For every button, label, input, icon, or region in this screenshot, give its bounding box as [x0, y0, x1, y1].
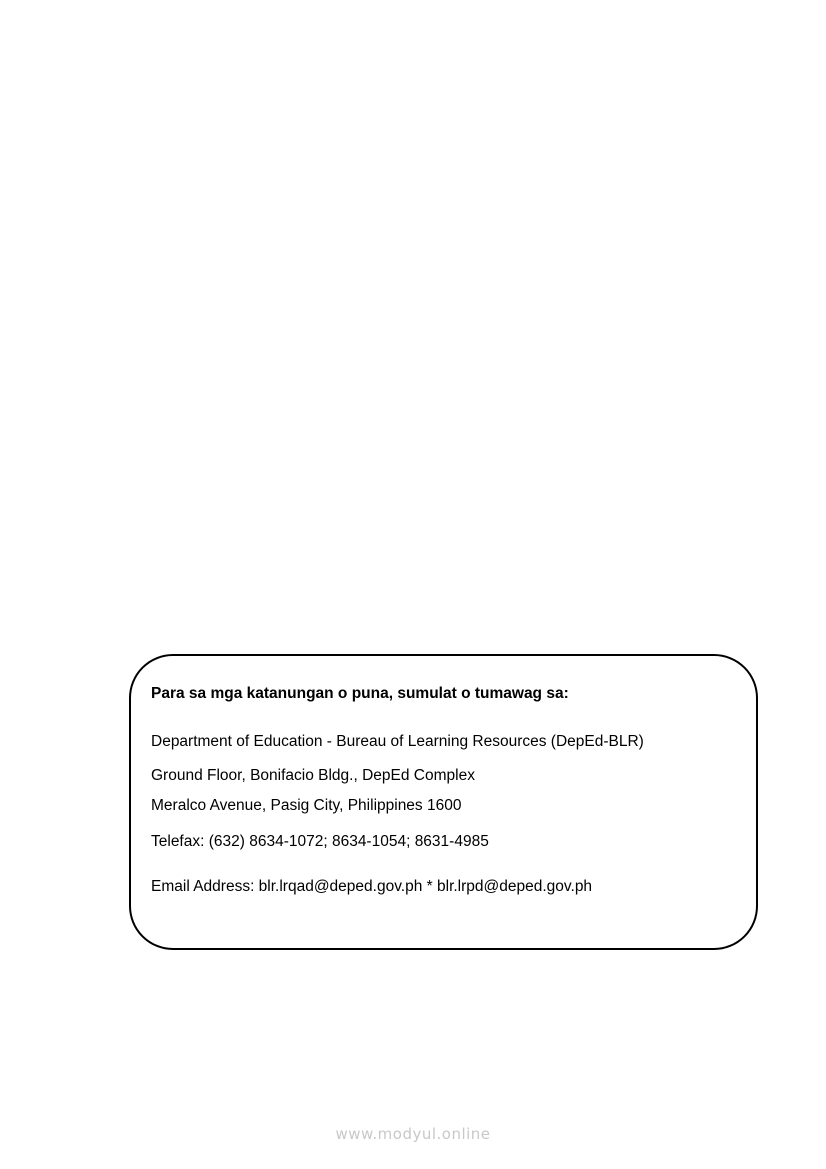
telefax-line: Telefax: (632) 8634-1072; 8634-1054; 8631-4985 [151, 833, 489, 850]
address-line-2: Meralco Avenue, Pasig City, Philippines 1600 [151, 797, 462, 814]
email-line: Email Address: blr.lrqad@deped.gov.ph * blr.lrpd@deped.gov.ph [151, 878, 593, 895]
watermark-text: www.modyul.online [335, 1125, 491, 1143]
organization-name: Department of Education - Bureau of Learning Resources (DepEd-BLR) [151, 733, 644, 750]
contact-heading: Para sa mga katanungan o puna, sumulat o tumawag sa: [151, 685, 569, 702]
address-line-1: Ground Floor, Bonifacio Bldg., DepEd Complex [151, 767, 475, 784]
